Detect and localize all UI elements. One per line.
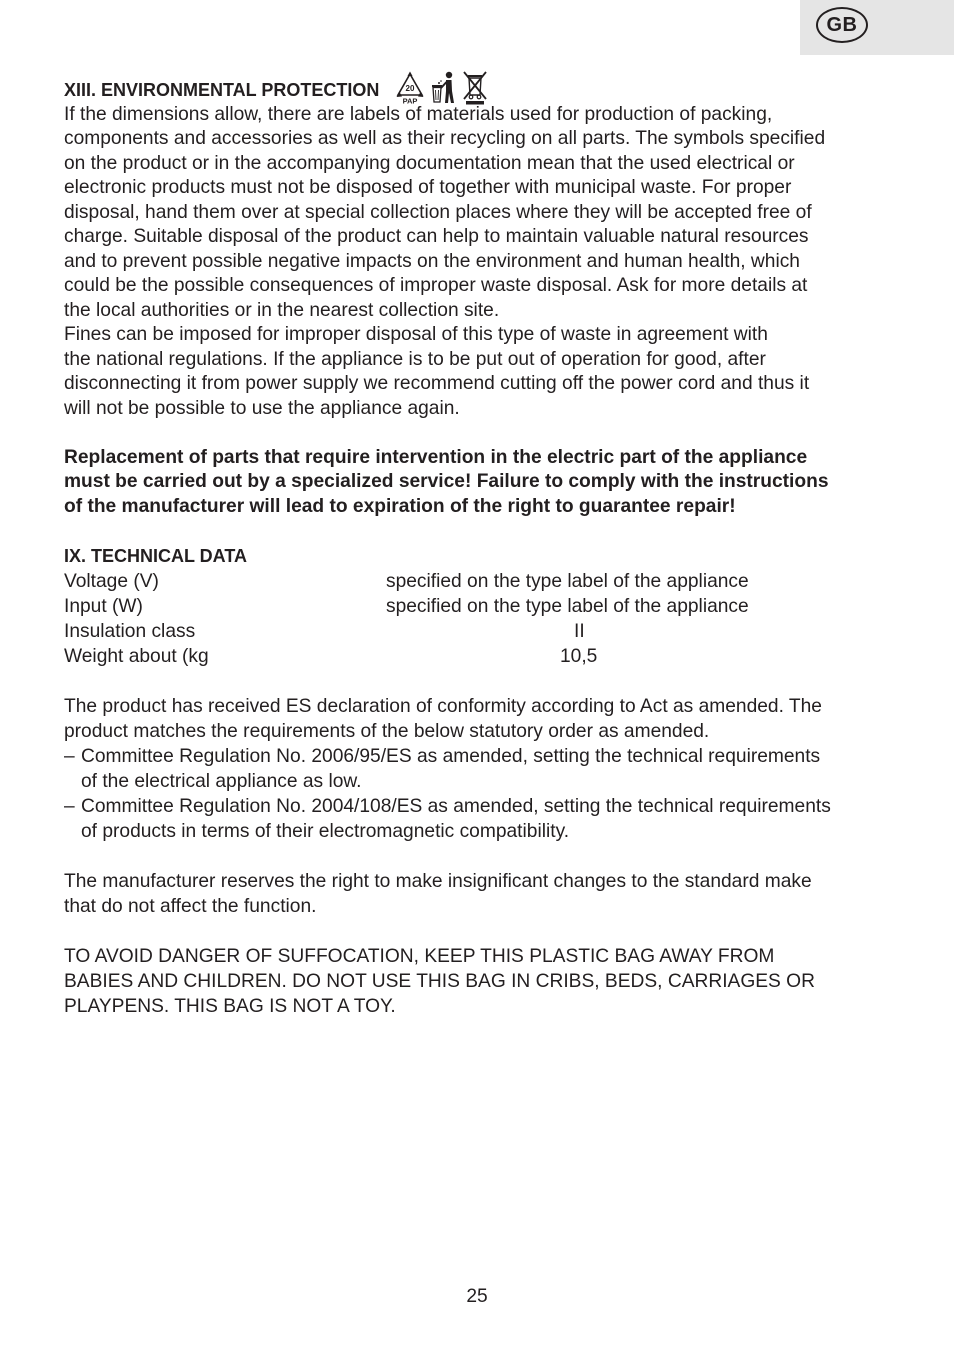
recycling-pap-icon: [395, 71, 425, 105]
page-number: 25: [466, 1286, 488, 1307]
tech-value: II: [574, 621, 585, 642]
text-line: could be the possible consequences of improper waste disposal. Ask for more details at: [64, 275, 808, 296]
suffocation-warning: [64, 944, 894, 1019]
list-item: [64, 744, 894, 794]
language-tab: [800, 0, 954, 55]
tech-label: Insulation class: [64, 621, 196, 642]
litter-bin-icon: [429, 71, 457, 105]
tech-row: [64, 619, 894, 644]
text-line: The product has received ES declaration of conformity according to Act as amended. The: [64, 696, 822, 717]
text-line: and to prevent possible negative impacts on the environment and human health, which: [64, 250, 800, 272]
text-line: PLAYPENS. THIS BAG IS NOT A TOY.: [64, 996, 396, 1017]
language-badge: GB: [816, 7, 868, 43]
text-line: BABIES AND CHILDREN. DO NOT USE THIS BAG IN CRIBS, BEDS, CARRIAGES OR: [64, 971, 815, 992]
text-line: components and accessories as well as their recycling on all parts. The symbols specified: [64, 128, 826, 149]
tech-value: specified on the type label of the appliance: [386, 571, 749, 592]
list-dash: –: [64, 796, 75, 817]
text-line: on the product or in the accompanying documentation mean that the used electrical or: [64, 152, 795, 174]
text-line: The manufacturer reserves the right to make insignificant changes to the standard make: [64, 871, 812, 892]
env-paragraph-2: [64, 323, 894, 421]
text-line: Committee Regulation No. 2004/108/ES as amended, setting the technical requirements: [81, 796, 831, 817]
tech-value: specified on the type label of the appliance: [386, 596, 749, 617]
text-line: If the dimensions allow, there are labels of materials used for production of packing,: [64, 103, 773, 125]
recycling-number: 20: [405, 83, 415, 93]
env-symbols: [395, 69, 489, 105]
page-content: [64, 78, 894, 1019]
text-line: charge. Suitable disposal of the product can help to maintain valuable natural resources: [64, 226, 809, 247]
conformity-paragraph: [64, 694, 894, 844]
tech-heading: IX. TECHNICAL DATA: [64, 546, 247, 566]
env-paragraph-1: [64, 103, 894, 324]
manufacturer-note: [64, 869, 894, 919]
crossed-wheelie-bin-icon: [461, 69, 489, 105]
tech-row: [64, 594, 894, 619]
text-line: of the electrical appliance as low.: [81, 771, 362, 792]
text-line: product matches the requirements of the below statutory order as amended.: [64, 721, 710, 742]
text-line: Fines can be imposed for improper disposal of this type of waste in agreement with: [64, 324, 768, 345]
tech-label: Input (W): [64, 596, 143, 617]
text-line: of products in terms of their electromagnetic compatibility.: [81, 821, 570, 842]
list-item: [64, 794, 894, 844]
text-line: disconnecting it from power supply we recommend cutting off the power cord and thus it: [64, 373, 810, 394]
text-line: the national regulations. If the appliance is to be put out of operation for good, after: [64, 348, 766, 370]
text-line: disposal, hand them over at special collection places where they will be accepted free of: [64, 201, 812, 223]
text-line: will not be possible to use the appliance again.: [64, 397, 460, 419]
text-line: must be carried out by a specialized service! Failure to comply with the instructions: [64, 471, 829, 492]
tech-row: [64, 569, 894, 594]
text-line: Committee Regulation No. 2006/95/ES as amended, setting the technical requirements: [81, 746, 821, 767]
text-line: TO AVOID DANGER OF SUFFOCATION, KEEP THIS PLASTIC BAG AWAY FROM: [64, 946, 775, 967]
recycling-code: PAP: [402, 96, 418, 105]
tech-table: [64, 569, 894, 669]
env-heading: XIII. ENVIRONMENTAL PROTECTION: [64, 80, 380, 100]
tech-row: [64, 644, 894, 669]
text-line: Replacement of parts that require intervention in the electric part of the appliance: [64, 446, 808, 468]
env-heading-row: [64, 78, 894, 103]
list-dash: –: [64, 746, 75, 767]
service-warning: [64, 446, 894, 520]
text-line: of the manufacturer will lead to expiration of the right to guarantee repair!: [64, 495, 736, 517]
text-line: the local authorities or in the nearest collection site.: [64, 299, 500, 321]
text-line: that do not affect the function.: [64, 896, 317, 917]
tech-label: Voltage (V): [64, 571, 159, 592]
text-line: electronic products must not be disposed of together with municipal waste. For proper: [64, 177, 792, 198]
tech-value: 10,5: [560, 646, 598, 667]
tech-label: Weight about (kg: [64, 646, 209, 667]
